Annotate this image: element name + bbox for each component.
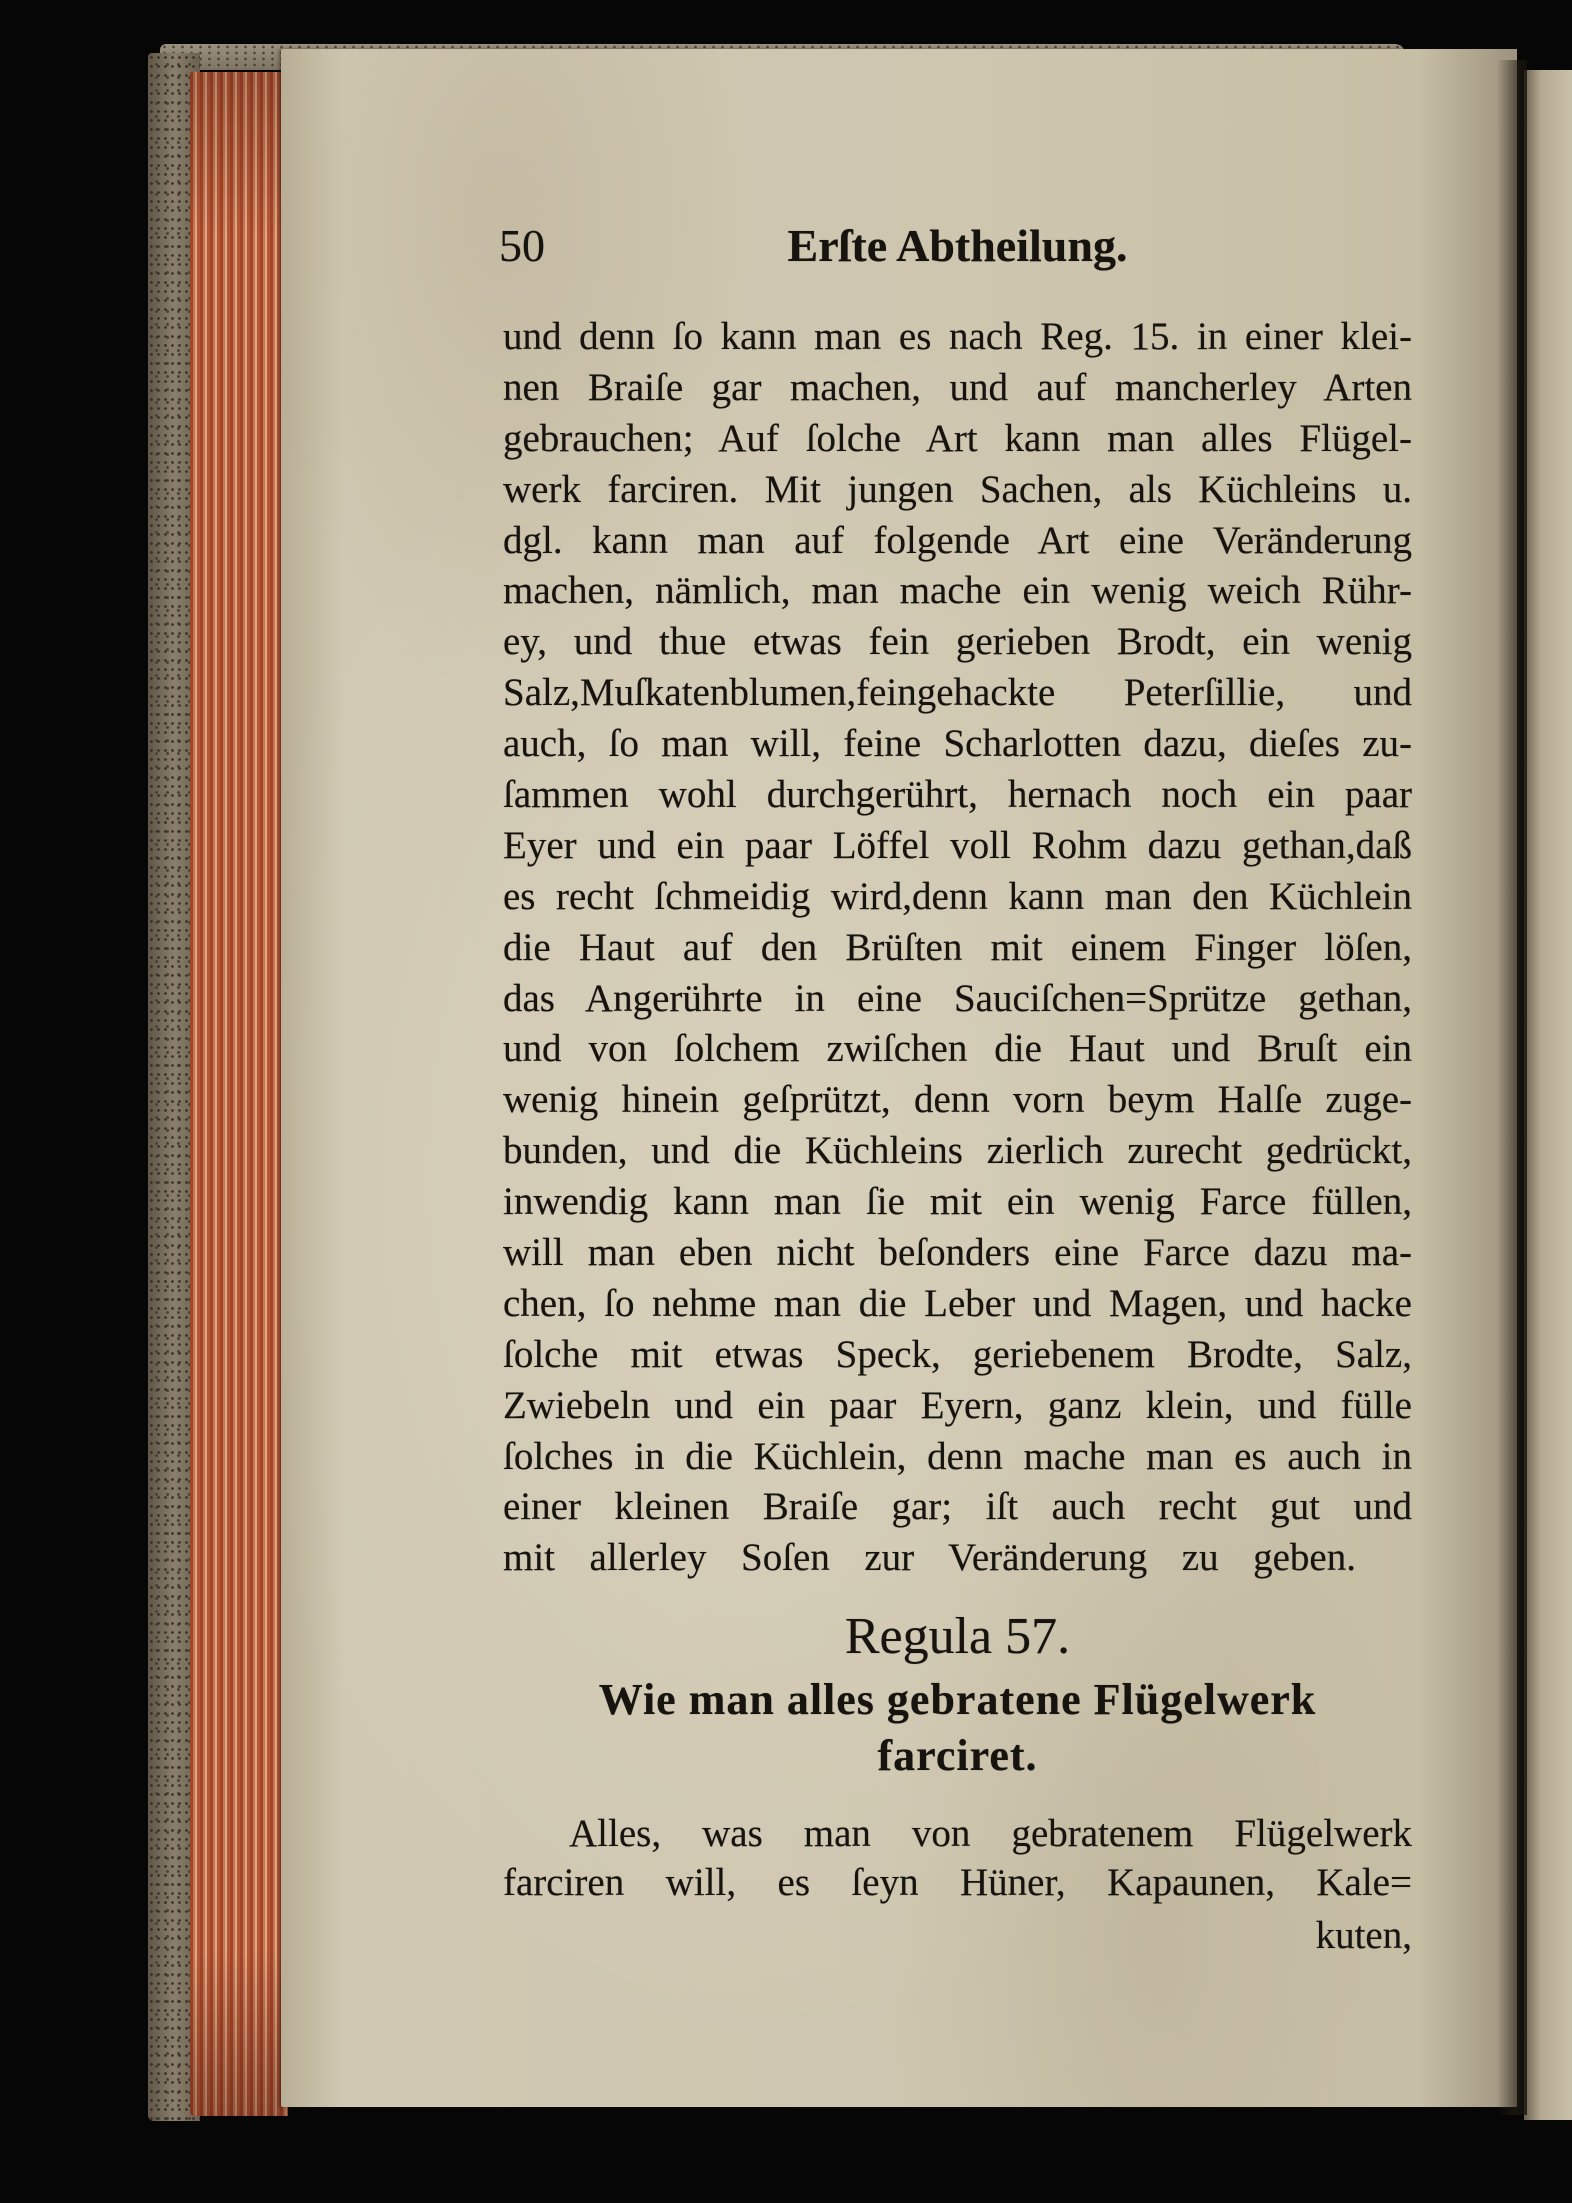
text-line: bunden, und die Küchleins zierlich zurecht gedrückt,: [503, 1129, 1412, 1173]
text-line: auch, ſo man will, feine Scharlotten dazu, dieſes zu-: [503, 722, 1412, 766]
running-head: Erſte Abtheilung.: [787, 220, 1128, 271]
gutter-shadow: [1497, 60, 1527, 2115]
text-line: dgl. kann man auf folgende Art eine Veränderung: [503, 518, 1412, 562]
section-label: Regula 57.: [844, 1608, 1071, 1665]
text-line: Eyer und ein paar Löffel voll Rohm dazu gethan,daß: [503, 823, 1412, 867]
text-line: die Haut auf den Brüſten mit einem Finger löſen,: [503, 925, 1412, 969]
page-number: 50: [499, 220, 545, 271]
page-edges: [190, 72, 288, 2116]
section-title-line: farciret.: [877, 1731, 1038, 1780]
text-line: Zwiebeln und ein paar Eyern, ganz klein, und fülle: [503, 1383, 1412, 1427]
text-line: chen, ſo nehme man die Leber und Magen, und hacke: [503, 1281, 1412, 1325]
text-line: es recht ſchmeidig wird,denn kann man den Küchlein: [503, 874, 1412, 918]
text-line: einer kleinen Braiſe gar; iſt auch recht gut und: [503, 1485, 1412, 1529]
text-line: das Angerührte in eine Sauciſchen=Sprütze gethan,: [503, 976, 1412, 1020]
text-line: und denn ſo kann man es nach Reg. 15. in einer klei-: [503, 315, 1412, 358]
text-line: werk farciren. Mit jungen Sachen, als Küchleins u.: [503, 467, 1412, 511]
text-line: und von ſolchem zwiſchen die Haut und Bruſt ein: [503, 1027, 1412, 1071]
text-line: ſammen wohl durchgerührt, hernach noch ein paar: [503, 773, 1412, 817]
paragraph-line: farciren will, es ſeyn Hüner, Kapaunen, Kale=: [503, 1861, 1412, 1904]
book-page-right: [1524, 70, 1572, 2120]
text-line: nen Braiſe gar machen, und auf mancherley Arten: [503, 365, 1412, 409]
text-line: Salz,Muſkatenblumen,feingehackte Peterſillie, und: [503, 671, 1412, 715]
text-line: inwendig kann man ſie mit ein wenig Farce füllen,: [503, 1180, 1412, 1224]
text-line: gebrauchen; Auf ſolche Art kann man alles Flügel-: [503, 416, 1412, 460]
paragraph-line: Alles, was man von gebratenem Flügelwerk: [569, 1812, 1412, 1855]
text-line: ſolches in die Küchlein, denn mache man es auch in: [503, 1434, 1412, 1478]
text-line: will man eben nicht beſonders eine Farce dazu ma-: [503, 1231, 1412, 1275]
text-line: mit allerley Soſen zur Veränderung zu geben.: [503, 1536, 1356, 1580]
body-text: [503, 312, 1412, 1584]
text-line: machen, nämlich, man mache ein wenig weich Rühr-: [503, 569, 1412, 613]
section-title-line: Wie man alles gebratene Flügelwerk: [598, 1675, 1317, 1724]
text-line: ey, und thue etwas fein gerieben Brodt, ein wenig: [503, 620, 1412, 664]
text-line: wenig hinein geſprützt, denn vorn beym Halſe zuge-: [503, 1078, 1412, 1122]
catchword: kuten,: [1315, 1914, 1412, 1957]
text-line: ſolche mit etwas Speck, geriebenem Brodte, Salz,: [503, 1332, 1412, 1376]
